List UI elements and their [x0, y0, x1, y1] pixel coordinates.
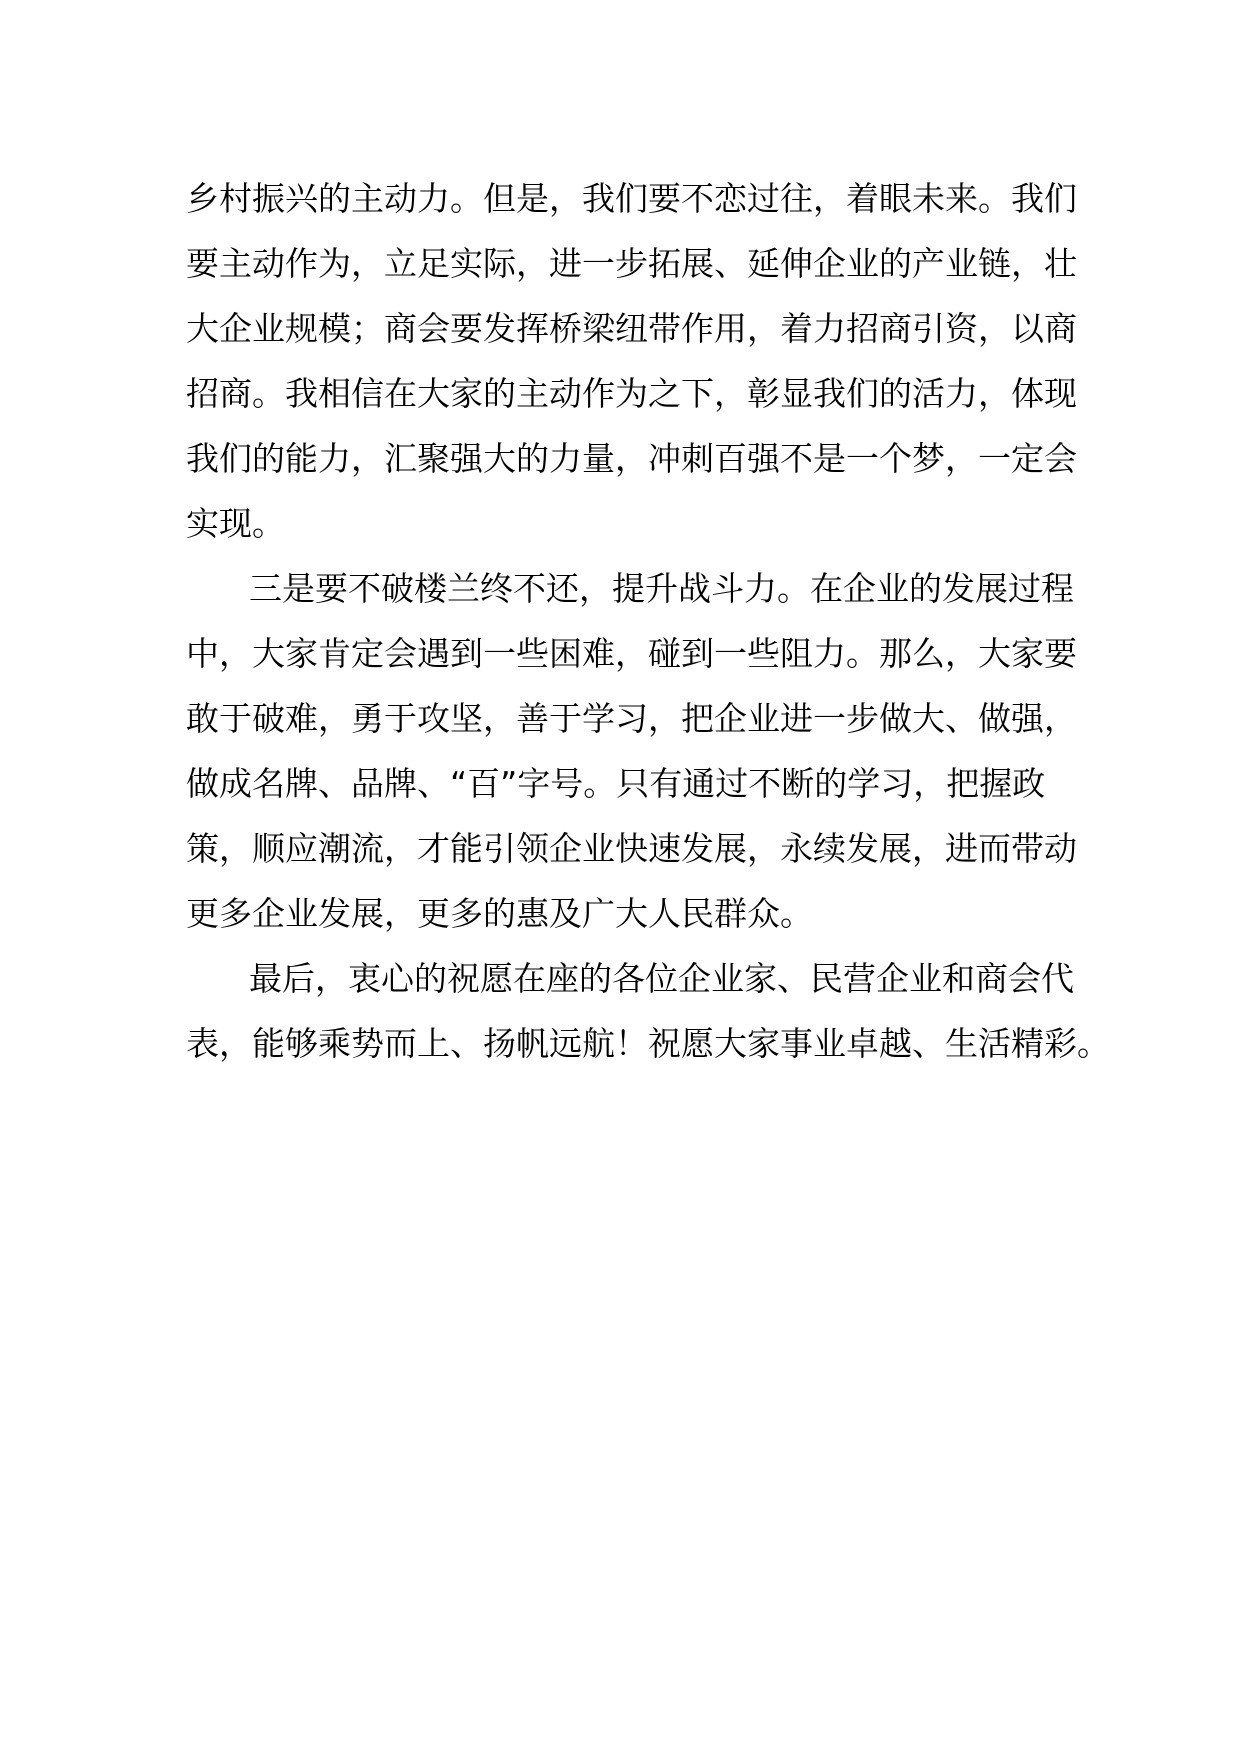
text-line: 乡村振兴的主动力。但是，我们要不恋过往，着眼未来。我们	[186, 179, 1077, 218]
text-line: 做成名牌、品牌、“百”字号。只有通过不断的学习，把握政	[186, 764, 1046, 803]
text-line: 策，顺应潮流，才能引领企业快速发展，永续发展，进而带动	[186, 829, 1077, 868]
text-line: 实现。	[186, 504, 285, 543]
text-line: 三是要不破楼兰终不还，提升战斗力。在企业的发展过程	[249, 569, 1074, 608]
paragraph-2	[186, 556, 1077, 946]
document-body	[186, 166, 1110, 1076]
text-line: 更多企业发展，更多的惠及广大人民群众。	[186, 894, 813, 933]
text-line: 最后，衷心的祝愿在座的各位企业家、民营企业和商会代	[249, 959, 1074, 998]
paragraph-1	[186, 166, 1077, 556]
paragraph-3	[186, 946, 1110, 1076]
text-line: 敢于破难，勇于攻坚，善于学习，把企业进一步做大、做强，	[186, 699, 1077, 738]
text-line: 我们的能力，汇聚强大的力量，冲刺百强不是一个梦，一定会	[186, 439, 1077, 478]
text-line: 招商。我相信在大家的主动作为之下，彰显我们的活力，体现	[186, 374, 1077, 413]
text-line: 要主动作为，立足实际，进一步拓展、延伸企业的产业链，壮	[186, 244, 1077, 283]
text-line: 表，能够乘势而上、扬帆远航！祝愿大家事业卓越、生活精彩。	[186, 1024, 1110, 1063]
text-line: 中，大家肯定会遇到一些困难，碰到一些阻力。那么，大家要	[186, 634, 1077, 673]
text-line: 大企业规模；商会要发挥桥梁纽带作用，着力招商引资，以商	[186, 309, 1077, 348]
